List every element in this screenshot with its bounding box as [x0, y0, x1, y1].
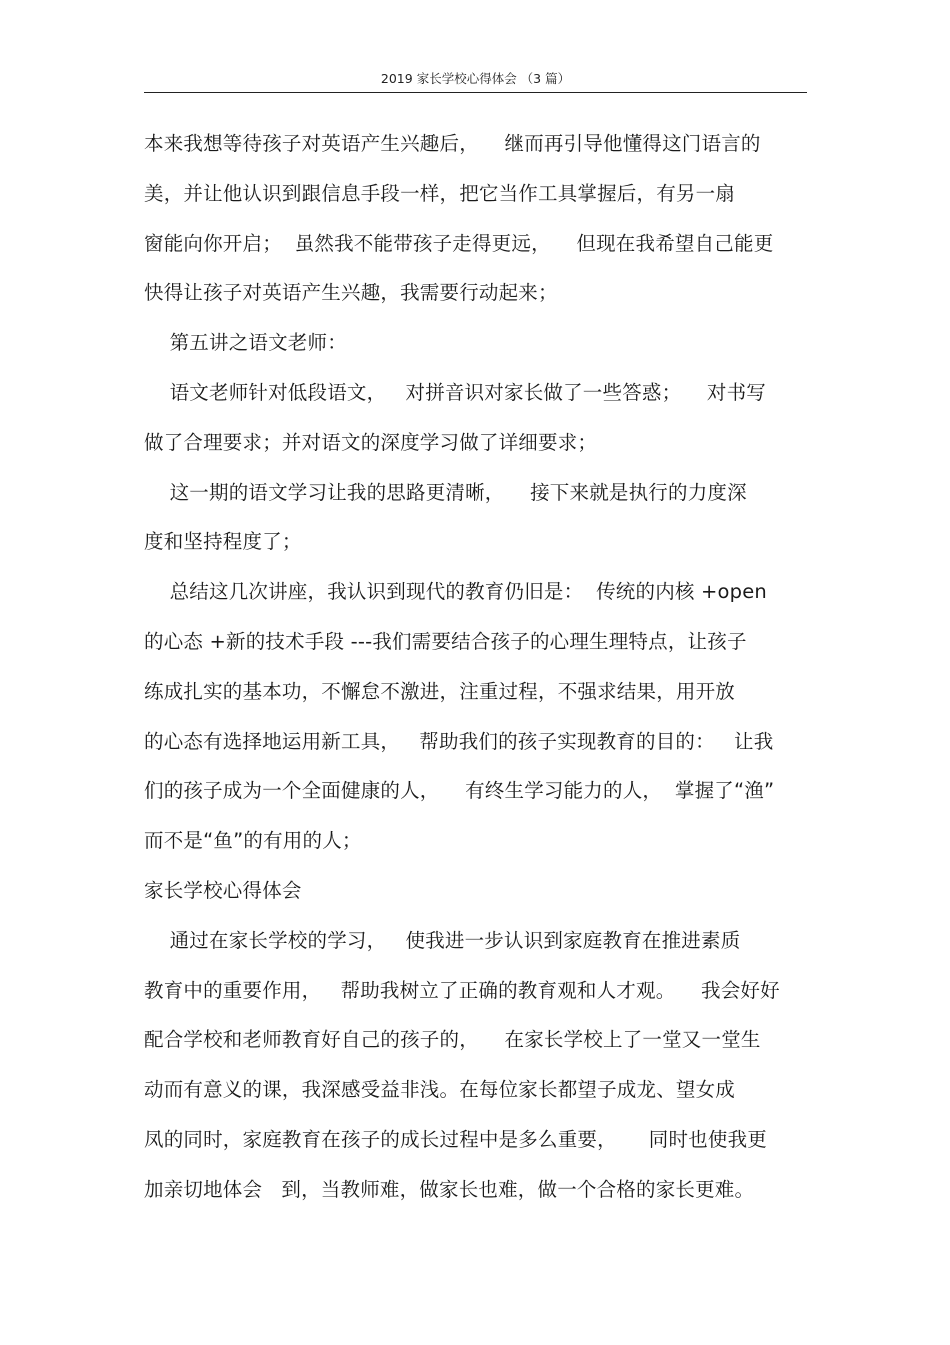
text-line: 教育中的重要作用， 帮助我树立了正确的教育观和人才观。 我会好好 — [144, 978, 780, 1002]
text-line: 通过在家长学校的学习， 使我进一步认识到家庭教育在推进素质 — [144, 928, 741, 952]
text-line: 这一期的语文学习让我的思路更清晰， 接下来就是执行的力度深 — [144, 480, 747, 504]
text-line: 的心态有选择地运用新工具， 帮助我们的孩子实现教育的目的： 让我 — [144, 729, 774, 753]
text-line: 做了合理要求；并对语文的深度学习做了详细要求； — [144, 430, 598, 454]
text-line: 窗能向你开启； 虽然我不能带孩子走得更远， 但现在我希望自己能更 — [144, 231, 774, 255]
text-line: 练成扎实的基本功，不懈怠不激进，注重过程，不强求结果，用开放 — [144, 679, 736, 703]
text-line: 总结这几次讲座，我认识到现代的教育仍旧是： 传统的内核 +open — [144, 580, 767, 604]
section-heading: 第五讲之语文老师： — [144, 331, 347, 355]
header-title: 2019 家长学校心得体会 （3 篇） — [380, 71, 571, 86]
text-line: 快得让孩子对英语产生兴趣，我需要行动起来； — [144, 281, 558, 305]
text-line: 配合学校和老师教育好自己的孩子的， 在家长学校上了一堂又一堂生 — [144, 1028, 761, 1052]
text-line: 凤的同时，家庭教育在孩子的成长过程中是多么重要， 同时也使我更 — [144, 1127, 767, 1151]
text-line: 度和坚持程度了； — [144, 530, 302, 554]
document-body — [144, 119, 824, 1215]
text-line: 的心态 +新的技术手段 ---我们需要结合孩子的心理生理特点，让孩子 — [144, 629, 747, 653]
text-line: 语文老师针对低段语文， 对拼音识对家长做了一些答惑； 对书写 — [144, 380, 766, 404]
text-line: 动而有意义的课，我深感受益非浅。在每位家长都望子成龙、望女成 — [144, 1078, 736, 1102]
text-line: 美，并让他认识到跟信息手段一样，把它当作工具掌握后，有另一扇 — [144, 181, 736, 205]
text-line: 本来我想等待孩子对英语产生兴趣后， 继而再引导他懂得这门语言的 — [144, 132, 761, 155]
page-header — [144, 70, 807, 93]
text-line: 而不是“鱼”的有用的人； — [144, 829, 362, 853]
text-line: 们的孩子成为一个全面健康的人， 有终生学习能力的人， 掌握了“渔” — [144, 779, 775, 803]
article-title: 家长学校心得体会 — [144, 878, 302, 902]
text-line: 加亲切地体会 到，当教师难，做家长也难，做一个合格的家长更难。 — [144, 1177, 755, 1201]
